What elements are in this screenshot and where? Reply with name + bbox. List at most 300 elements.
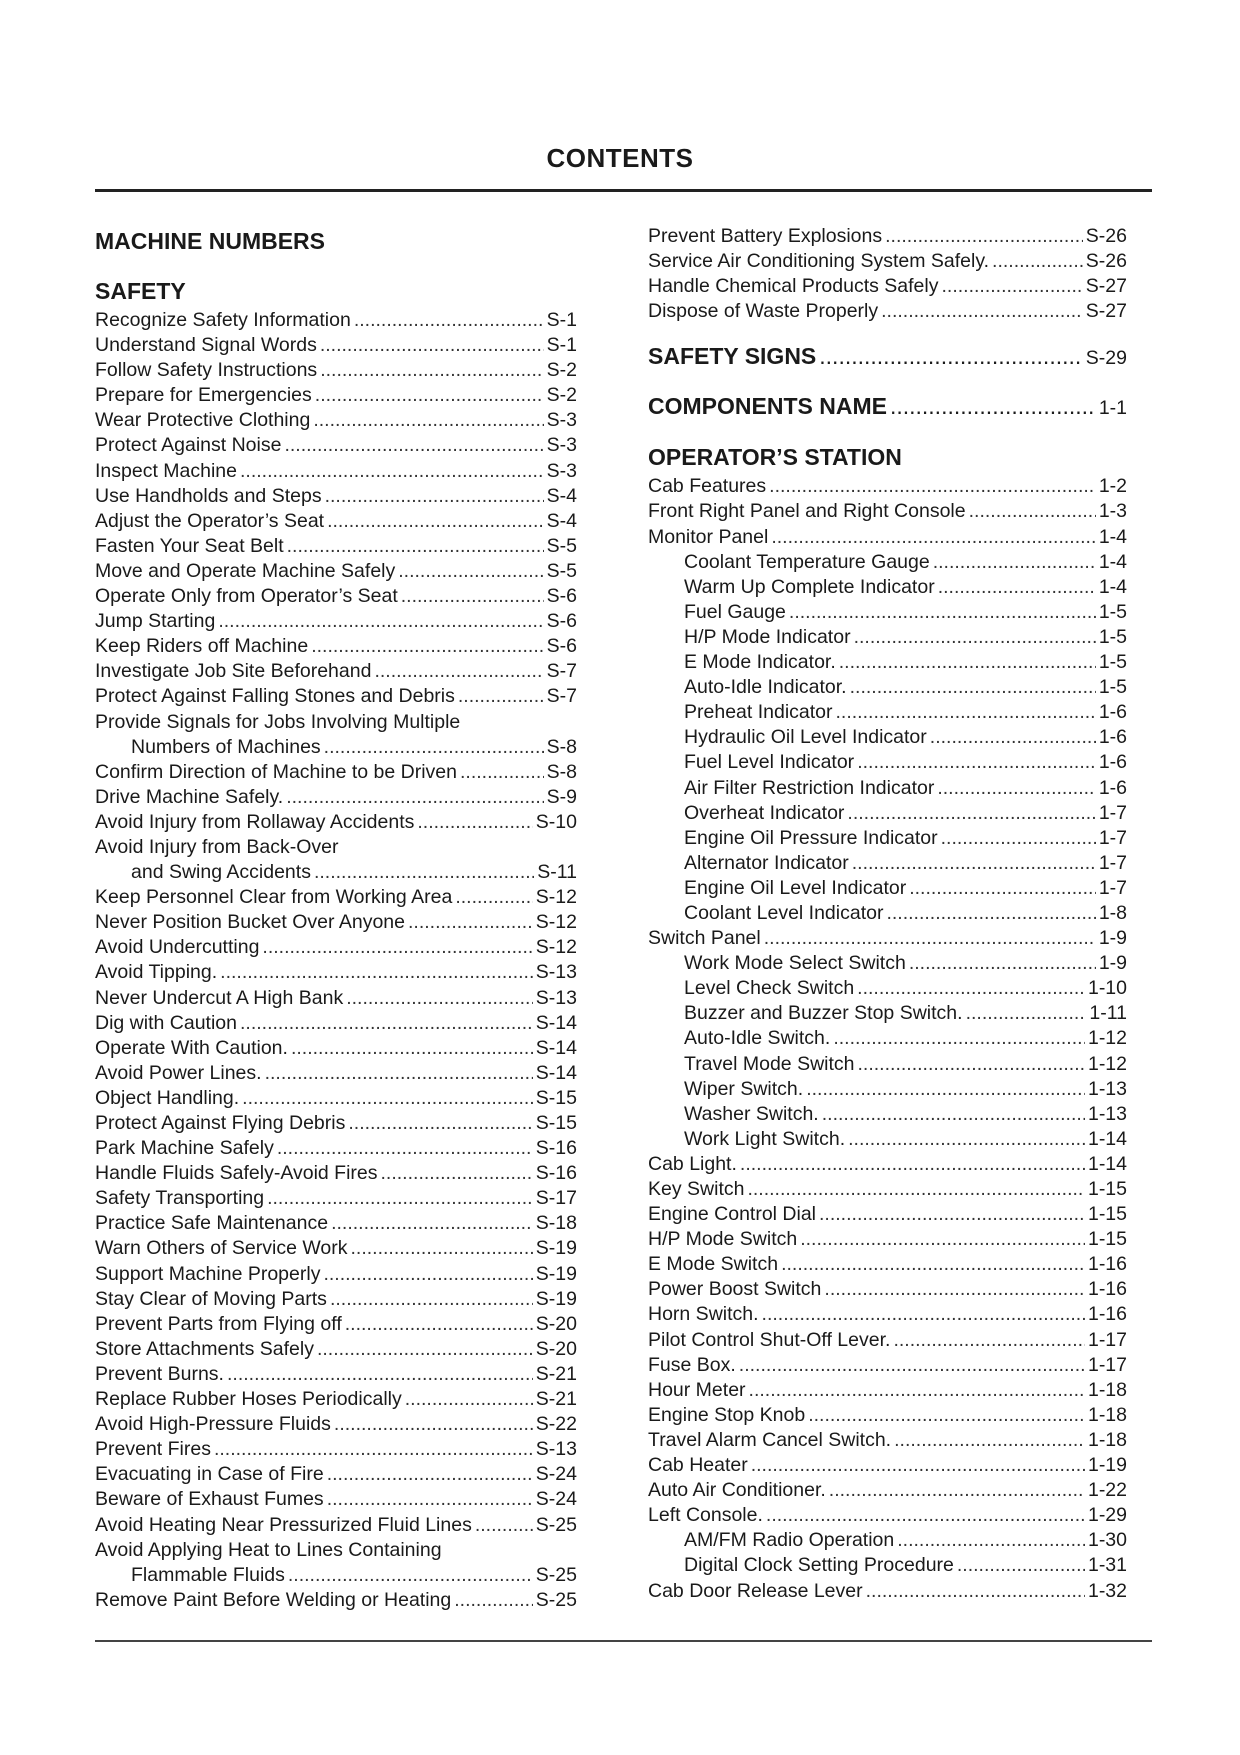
toc-entry-page: S-5 (546, 534, 577, 557)
toc-entry[interactable] (95, 1211, 577, 1236)
leader-dots (852, 851, 1096, 876)
toc-entry-label: Operate Only from Operator’s Seat (95, 585, 398, 608)
toc-entry[interactable] (95, 1538, 577, 1563)
toc-entry[interactable] (95, 1086, 577, 1111)
toc-entry-label: Prevent Parts from Flying off (95, 1312, 342, 1335)
toc-entry-label: Beware of Exhaust Fumes (95, 1488, 324, 1511)
toc-entry-label: Never Position Bucket Over Anyone (95, 911, 405, 934)
leader-dots (858, 1052, 1085, 1077)
toc-entry[interactable] (648, 801, 1127, 826)
toc-entry[interactable] (648, 1052, 1127, 1077)
toc-entry-page: S-24 (535, 1488, 577, 1511)
toc-entry[interactable] (648, 525, 1127, 550)
toc-entry[interactable] (648, 274, 1127, 299)
toc-entry-label: Work Mode Select Switch (684, 952, 906, 975)
toc-entry-label: Prevent Burns. (95, 1362, 224, 1385)
leader-dots (764, 926, 1096, 951)
toc-entry[interactable] (95, 484, 577, 509)
toc-entry[interactable] (95, 1136, 577, 1161)
toc-entry-page: S-17 (535, 1187, 577, 1210)
toc-entry-page: 1-18 (1087, 1403, 1127, 1426)
leader-dots (265, 1061, 533, 1086)
toc-entry[interactable] (648, 976, 1127, 1001)
toc-entry-label: Drive Machine Safely. (95, 785, 284, 808)
toc-entry[interactable] (648, 1127, 1127, 1152)
leader-dots (769, 474, 1096, 499)
toc-entry-page: 1-16 (1087, 1253, 1127, 1276)
leader-dots (345, 1312, 533, 1337)
toc-entry-page: 1-6 (1098, 701, 1127, 724)
toc-entry[interactable] (648, 1177, 1127, 1202)
toc-entry[interactable] (648, 1453, 1127, 1478)
toc-entry-label: Overheat Indicator (684, 801, 845, 824)
toc-entry[interactable] (95, 910, 577, 935)
leader-dots (240, 1011, 533, 1036)
toc-entry[interactable] (648, 249, 1127, 274)
toc-entry-page: 1-19 (1087, 1454, 1127, 1477)
toc-entry[interactable] (95, 534, 577, 559)
toc-entry-page: S-22 (535, 1413, 577, 1436)
toc-entry[interactable] (648, 1252, 1127, 1277)
toc-entry[interactable] (95, 810, 577, 835)
toc-entry-page: S-15 (535, 1112, 577, 1134)
leader-dots (789, 600, 1096, 625)
toc-entry-page: S-1 (546, 334, 577, 357)
toc-entry[interactable] (95, 1437, 577, 1462)
toc-entry-page: S-19 (535, 1262, 577, 1285)
toc-entry[interactable] (648, 299, 1127, 324)
toc-entry-label: Flammable Fluids (131, 1563, 285, 1586)
leader-dots (286, 785, 543, 810)
toc-entry[interactable] (95, 1061, 577, 1086)
toc-entry-page: S-25 (535, 1513, 577, 1536)
section-heading-machine-numbers[interactable]: MACHINE NUMBERS (95, 228, 325, 254)
toc-entry[interactable] (648, 499, 1127, 524)
toc-entry-page: S-4 (546, 509, 577, 532)
toc-entry-page: 1-4 (1098, 525, 1127, 548)
toc-entry-label: Switch Panel (648, 927, 761, 950)
toc-entry[interactable] (95, 609, 577, 634)
leader-dots (938, 575, 1096, 600)
toc-entry[interactable] (648, 1478, 1127, 1503)
toc-entry-label: Work Light Switch. (684, 1127, 846, 1150)
leader-dots (930, 725, 1096, 750)
toc-entry-page: S-12 (535, 886, 577, 909)
toc-entry-page: S-19 (535, 1237, 577, 1260)
toc-entry[interactable] (95, 1161, 577, 1186)
toc-entry-label: Washer Switch. (684, 1102, 819, 1125)
leader-dots (740, 1152, 1085, 1177)
leader-dots (819, 338, 1083, 374)
toc-entry-label: Confirm Direction of Machine to be Driven (95, 760, 457, 783)
toc-entry-label: Prepare for Emergencies (95, 384, 312, 407)
leader-dots (350, 1236, 532, 1261)
toc-entry-page: 1-7 (1098, 801, 1127, 824)
section-heading-safety[interactable]: SAFETY (95, 278, 186, 304)
leader-dots (881, 299, 1083, 324)
section-heading-operators-station[interactable]: OPERATOR’S STATION (648, 444, 902, 471)
toc-entry[interactable] (648, 1328, 1127, 1353)
toc-entry-page: S-16 (535, 1162, 577, 1185)
toc-entry[interactable] (648, 1403, 1127, 1428)
toc-entry[interactable] (95, 459, 577, 484)
toc-entry[interactable] (95, 1387, 577, 1412)
leader-dots (933, 550, 1096, 575)
toc-entry[interactable] (648, 1353, 1127, 1378)
toc-entry-page: 1-5 (1098, 600, 1127, 623)
toc-entry-label: Avoid Power Lines. (95, 1061, 262, 1084)
toc-entry[interactable] (95, 333, 577, 358)
leader-dots (287, 534, 544, 559)
toc-entry[interactable] (95, 835, 577, 860)
leader-dots (405, 1387, 533, 1412)
leader-dots (909, 951, 1096, 976)
toc-entry[interactable] (648, 750, 1127, 775)
leader-dots (829, 1478, 1085, 1503)
toc-entry[interactable] (648, 1302, 1127, 1327)
toc-entry-page: S-14 (535, 1061, 577, 1084)
toc-entry[interactable] (648, 224, 1127, 249)
toc-entry-page: S-6 (546, 635, 577, 658)
leader-dots (747, 1177, 1085, 1202)
toc-entry-page: 1-12 (1087, 1027, 1127, 1050)
leader-dots (866, 1579, 1085, 1604)
leader-dots (766, 1503, 1085, 1528)
leader-dots (941, 826, 1096, 851)
toc-entry-label: AM/FM Radio Operation (684, 1529, 895, 1552)
toc-entry[interactable] (95, 408, 577, 433)
toc-entry[interactable] (95, 1563, 577, 1588)
toc-entry[interactable] (648, 1553, 1127, 1578)
toc-entry[interactable] (95, 308, 577, 333)
toc-entry-page: 1-6 (1098, 751, 1127, 774)
toc-entry[interactable] (648, 675, 1127, 700)
toc-entry-page: 1-4 (1098, 575, 1127, 598)
toc-entry-label: Follow Safety Instructions (95, 359, 318, 382)
toc-entry-page: 1-18 (1087, 1428, 1127, 1451)
toc-entry-page: 1-31 (1087, 1554, 1127, 1577)
toc-entry[interactable] (95, 935, 577, 960)
leader-dots (330, 1287, 533, 1312)
toc-entry-page: 1-15 (1087, 1203, 1127, 1226)
toc-entry[interactable] (648, 1077, 1127, 1102)
toc-entry[interactable] (648, 926, 1127, 951)
section-heading-components-name[interactable] (648, 388, 1127, 424)
leader-dots (808, 1403, 1085, 1428)
toc-entry-label: Prevent Battery Explosions (648, 225, 883, 247)
toc-entry-page: S-7 (546, 660, 577, 683)
toc-entry[interactable] (95, 735, 577, 760)
leader-dots (331, 1211, 533, 1236)
leader-dots (857, 976, 1085, 1001)
toc-entry-label: Move and Operate Machine Safely (95, 559, 396, 582)
toc-entry-page: S-1 (546, 309, 577, 331)
leader-dots (408, 910, 533, 935)
leader-dots (334, 1412, 533, 1437)
toc-entry[interactable] (95, 433, 577, 458)
toc-entry[interactable] (648, 725, 1127, 750)
toc-entry-label: Numbers of Machines (131, 735, 321, 758)
toc-entry[interactable] (648, 575, 1127, 600)
toc-entry[interactable] (95, 1412, 577, 1437)
toc-entry-label: Adjust the Operator’s Seat (95, 509, 325, 532)
toc-entry-label: Avoid Heating Near Pressurized Fluid Lines (95, 1513, 472, 1536)
toc-entry-label: Evacuating in Case of Fire (95, 1463, 324, 1486)
toc-entry-page: S-24 (535, 1463, 577, 1486)
leader-dots (313, 408, 543, 433)
toc-entry-page: S-25 (535, 1563, 577, 1586)
toc-entry[interactable] (95, 986, 577, 1011)
toc-entry-page: S-9 (546, 785, 577, 808)
toc-entry[interactable] (648, 550, 1127, 575)
toc-entry-label: Fuel Level Indicator (684, 751, 855, 774)
toc-entry-page: 1-15 (1087, 1228, 1127, 1251)
toc-entry[interactable] (95, 1487, 577, 1512)
toc-entry[interactable] (95, 1337, 577, 1362)
leader-dots (214, 1437, 533, 1462)
toc-entry-label: Auto-Idle Indicator. (684, 676, 847, 699)
leader-dots (749, 1378, 1085, 1403)
leader-dots (417, 810, 532, 835)
page-number: S-29 (1085, 347, 1127, 370)
toc-entry[interactable] (95, 1036, 577, 1061)
toc-entry[interactable] (95, 1262, 577, 1287)
toc-entry[interactable] (648, 600, 1127, 625)
toc-entry-page: S-4 (546, 484, 577, 507)
toc-entry-label: Avoid High-Pressure Fluids (95, 1413, 331, 1436)
toc-entry[interactable] (95, 383, 577, 408)
toc-entry[interactable] (648, 851, 1127, 876)
toc-entry-label: Dispose of Waste Properly (648, 300, 879, 323)
toc-entry-label: Store Attachments Safely (95, 1337, 314, 1360)
leader-dots (240, 459, 544, 484)
toc-entry[interactable] (648, 901, 1127, 926)
section-label: SAFETY SIGNS (648, 343, 817, 370)
leader-dots (315, 383, 544, 408)
leader-dots (836, 700, 1096, 725)
toc-entry-label: Keep Personnel Clear from Working Area (95, 886, 453, 909)
leader-dots (323, 1262, 532, 1287)
toc-entry-page: 1-17 (1087, 1353, 1127, 1376)
toc-entry[interactable] (95, 760, 577, 785)
toc-entry-label: Investigate Job Site Beforehand (95, 660, 372, 683)
toc-entry[interactable] (648, 650, 1127, 675)
toc-entry-page: 1-14 (1087, 1152, 1127, 1175)
toc-entry-page: S-12 (535, 911, 577, 934)
toc-entry-page: S-15 (535, 1086, 577, 1109)
toc-entry-label: Replace Rubber Hoses Periodically (95, 1388, 402, 1411)
toc-entry-label: Protect Against Falling Stones and Debris (95, 685, 455, 708)
leader-dots (381, 1161, 533, 1186)
toc-entry-page: S-12 (535, 936, 577, 959)
toc-entry[interactable] (648, 1428, 1127, 1453)
toc-entry-label: Auto-Idle Switch. (684, 1027, 831, 1050)
toc-entry-label: Hydraulic Oil Level Indicator (684, 726, 927, 749)
toc-entry[interactable] (648, 1579, 1127, 1604)
contents-column-right (648, 224, 1127, 1604)
toc-entry-page: 1-4 (1098, 550, 1127, 573)
contents-column-left (95, 224, 577, 1613)
toc-entry-page: S-6 (546, 585, 577, 608)
toc-entry-page: S-2 (546, 384, 577, 407)
leader-dots (992, 249, 1083, 274)
toc-entry[interactable] (648, 1001, 1127, 1026)
leader-dots (398, 559, 543, 584)
toc-entry-label: Handle Fluids Safely-Avoid Fires (95, 1162, 378, 1185)
toc-entry[interactable] (648, 1277, 1127, 1302)
toc-entry-page: 1-5 (1098, 625, 1127, 648)
toc-entry-page: 1-22 (1087, 1479, 1127, 1502)
toc-entry[interactable] (95, 1186, 577, 1211)
toc-entry[interactable] (95, 659, 577, 684)
toc-entry-page: 1-11 (1089, 1002, 1127, 1025)
section-heading-safety-signs[interactable] (648, 338, 1127, 374)
toc-entry-label: Fuse Box. (648, 1353, 736, 1376)
toc-entry[interactable] (95, 358, 577, 383)
toc-entry-label: Never Undercut A High Bank (95, 986, 344, 1009)
leader-dots (327, 509, 544, 534)
toc-entry-label: Wiper Switch. (684, 1077, 804, 1100)
toc-entry-label: Cab Light. (648, 1152, 737, 1175)
toc-entry[interactable] (95, 860, 577, 885)
toc-entry[interactable] (95, 634, 577, 659)
toc-entry[interactable] (648, 1026, 1127, 1051)
leader-dots (751, 1453, 1085, 1478)
toc-entry[interactable] (648, 474, 1127, 499)
toc-entry[interactable] (95, 1362, 577, 1387)
toc-entry-page: S-3 (546, 434, 577, 457)
leader-dots (824, 1277, 1085, 1302)
leader-dots (220, 960, 533, 985)
toc-entry-label: Service Air Conditioning System Safely. (648, 250, 990, 273)
toc-entry-label: Travel Alarm Cancel Switch. (648, 1428, 892, 1451)
toc-entry[interactable] (95, 785, 577, 810)
toc-entry[interactable] (95, 1513, 577, 1538)
leader-dots (890, 388, 1096, 424)
toc-entry-label: Warn Others of Service Work (95, 1237, 348, 1260)
toc-entry[interactable] (648, 876, 1127, 901)
leader-dots (324, 735, 544, 760)
leader-dots (771, 525, 1095, 550)
leader-dots (311, 634, 543, 659)
toc-entry[interactable] (95, 1111, 577, 1136)
toc-entry-page: 1-12 (1087, 1052, 1127, 1075)
toc-entry-label: Prevent Fires (95, 1438, 211, 1461)
toc-entry[interactable] (648, 951, 1127, 976)
toc-entry[interactable] (648, 1528, 1127, 1553)
page-number: 1-1 (1098, 397, 1127, 420)
leader-dots (354, 308, 544, 333)
toc-entry-page: 1-14 (1087, 1127, 1127, 1150)
toc-entry-label: Wear Protective Clothing (95, 409, 311, 432)
leader-dots (854, 625, 1096, 650)
safety-entry-list (95, 308, 577, 1613)
toc-entry[interactable] (648, 700, 1127, 725)
page-title: CONTENTS (546, 143, 694, 173)
toc-entry[interactable] (95, 1011, 577, 1036)
toc-entry-page: S-2 (546, 359, 577, 382)
leader-dots (897, 1528, 1085, 1553)
toc-entry-page: 1-7 (1098, 826, 1127, 849)
toc-entry-label: Practice Safe Maintenance (95, 1212, 329, 1235)
leader-dots (941, 274, 1082, 299)
leader-dots (966, 1001, 1087, 1026)
leader-dots (348, 1111, 532, 1136)
toc-entry[interactable] (648, 625, 1127, 650)
toc-entry-label: Preheat Indicator (684, 701, 833, 724)
toc-entry-label: Use Handholds and Steps (95, 484, 322, 507)
toc-entry-page: S-21 (535, 1388, 577, 1411)
toc-entry-label: Safety Transporting (95, 1187, 265, 1210)
toc-entry[interactable] (95, 1287, 577, 1312)
toc-entry[interactable] (95, 885, 577, 910)
toc-entry[interactable] (95, 710, 577, 735)
toc-entry[interactable] (95, 509, 577, 534)
toc-entry[interactable] (648, 826, 1127, 851)
leader-dots (320, 358, 543, 383)
toc-entry-label: Stay Clear of Moving Parts (95, 1287, 327, 1310)
leader-dots (325, 484, 544, 509)
leader-dots (314, 860, 534, 885)
leader-dots (800, 1227, 1085, 1252)
toc-entry-page: S-3 (546, 409, 577, 432)
toc-entry[interactable] (95, 1462, 577, 1487)
leader-dots (819, 1202, 1085, 1227)
toc-entry-label: Keep Riders off Machine (95, 635, 309, 658)
leader-dots (284, 433, 543, 458)
toc-entry-label: Support Machine Properly (95, 1262, 321, 1285)
toc-entry-page: 1-5 (1098, 676, 1127, 699)
toc-entry-label: Alternator Indicator (684, 851, 849, 874)
toc-entry[interactable] (648, 1378, 1127, 1403)
toc-entry-page: 1-17 (1087, 1328, 1127, 1351)
leader-dots (317, 1337, 533, 1362)
leader-dots (937, 776, 1095, 801)
toc-entry-label: Hour Meter (648, 1378, 746, 1401)
toc-entry[interactable] (95, 1236, 577, 1261)
toc-entry-page: 1-8 (1098, 901, 1127, 924)
toc-entry[interactable] (95, 584, 577, 609)
toc-entry[interactable] (648, 1202, 1127, 1227)
toc-entry[interactable] (95, 1312, 577, 1337)
leader-dots (227, 1362, 533, 1387)
toc-entry-page: 1-16 (1087, 1303, 1127, 1326)
toc-entry-page: 1-9 (1098, 952, 1127, 975)
toc-entry[interactable] (95, 559, 577, 584)
toc-entry-page: S-10 (535, 810, 577, 833)
toc-entry-page: 1-16 (1087, 1278, 1127, 1301)
leader-dots (850, 675, 1096, 700)
toc-entry[interactable] (648, 1152, 1127, 1177)
toc-entry-label: Recognize Safety Information (95, 309, 351, 331)
toc-entry[interactable] (648, 1227, 1127, 1252)
toc-entry[interactable] (95, 684, 577, 709)
toc-entry-label: Auto Air Conditioner. (648, 1479, 826, 1502)
toc-entry-page: S-27 (1085, 275, 1127, 298)
toc-entry-label: Engine Oil Level Indicator (684, 876, 907, 899)
toc-entry[interactable] (648, 1102, 1127, 1127)
toc-entry-label: Power Boost Switch (648, 1278, 822, 1301)
leader-dots (894, 1428, 1085, 1453)
toc-entry-page: S-3 (546, 459, 577, 482)
toc-entry-label: Protect Against Flying Debris (95, 1112, 346, 1134)
toc-entry[interactable] (95, 960, 577, 985)
toc-entry-label: Inspect Machine (95, 459, 237, 482)
toc-entry[interactable] (648, 776, 1127, 801)
toc-entry[interactable] (648, 1503, 1127, 1528)
toc-entry[interactable] (95, 1588, 577, 1613)
toc-entry-label: Travel Mode Switch (684, 1052, 855, 1075)
